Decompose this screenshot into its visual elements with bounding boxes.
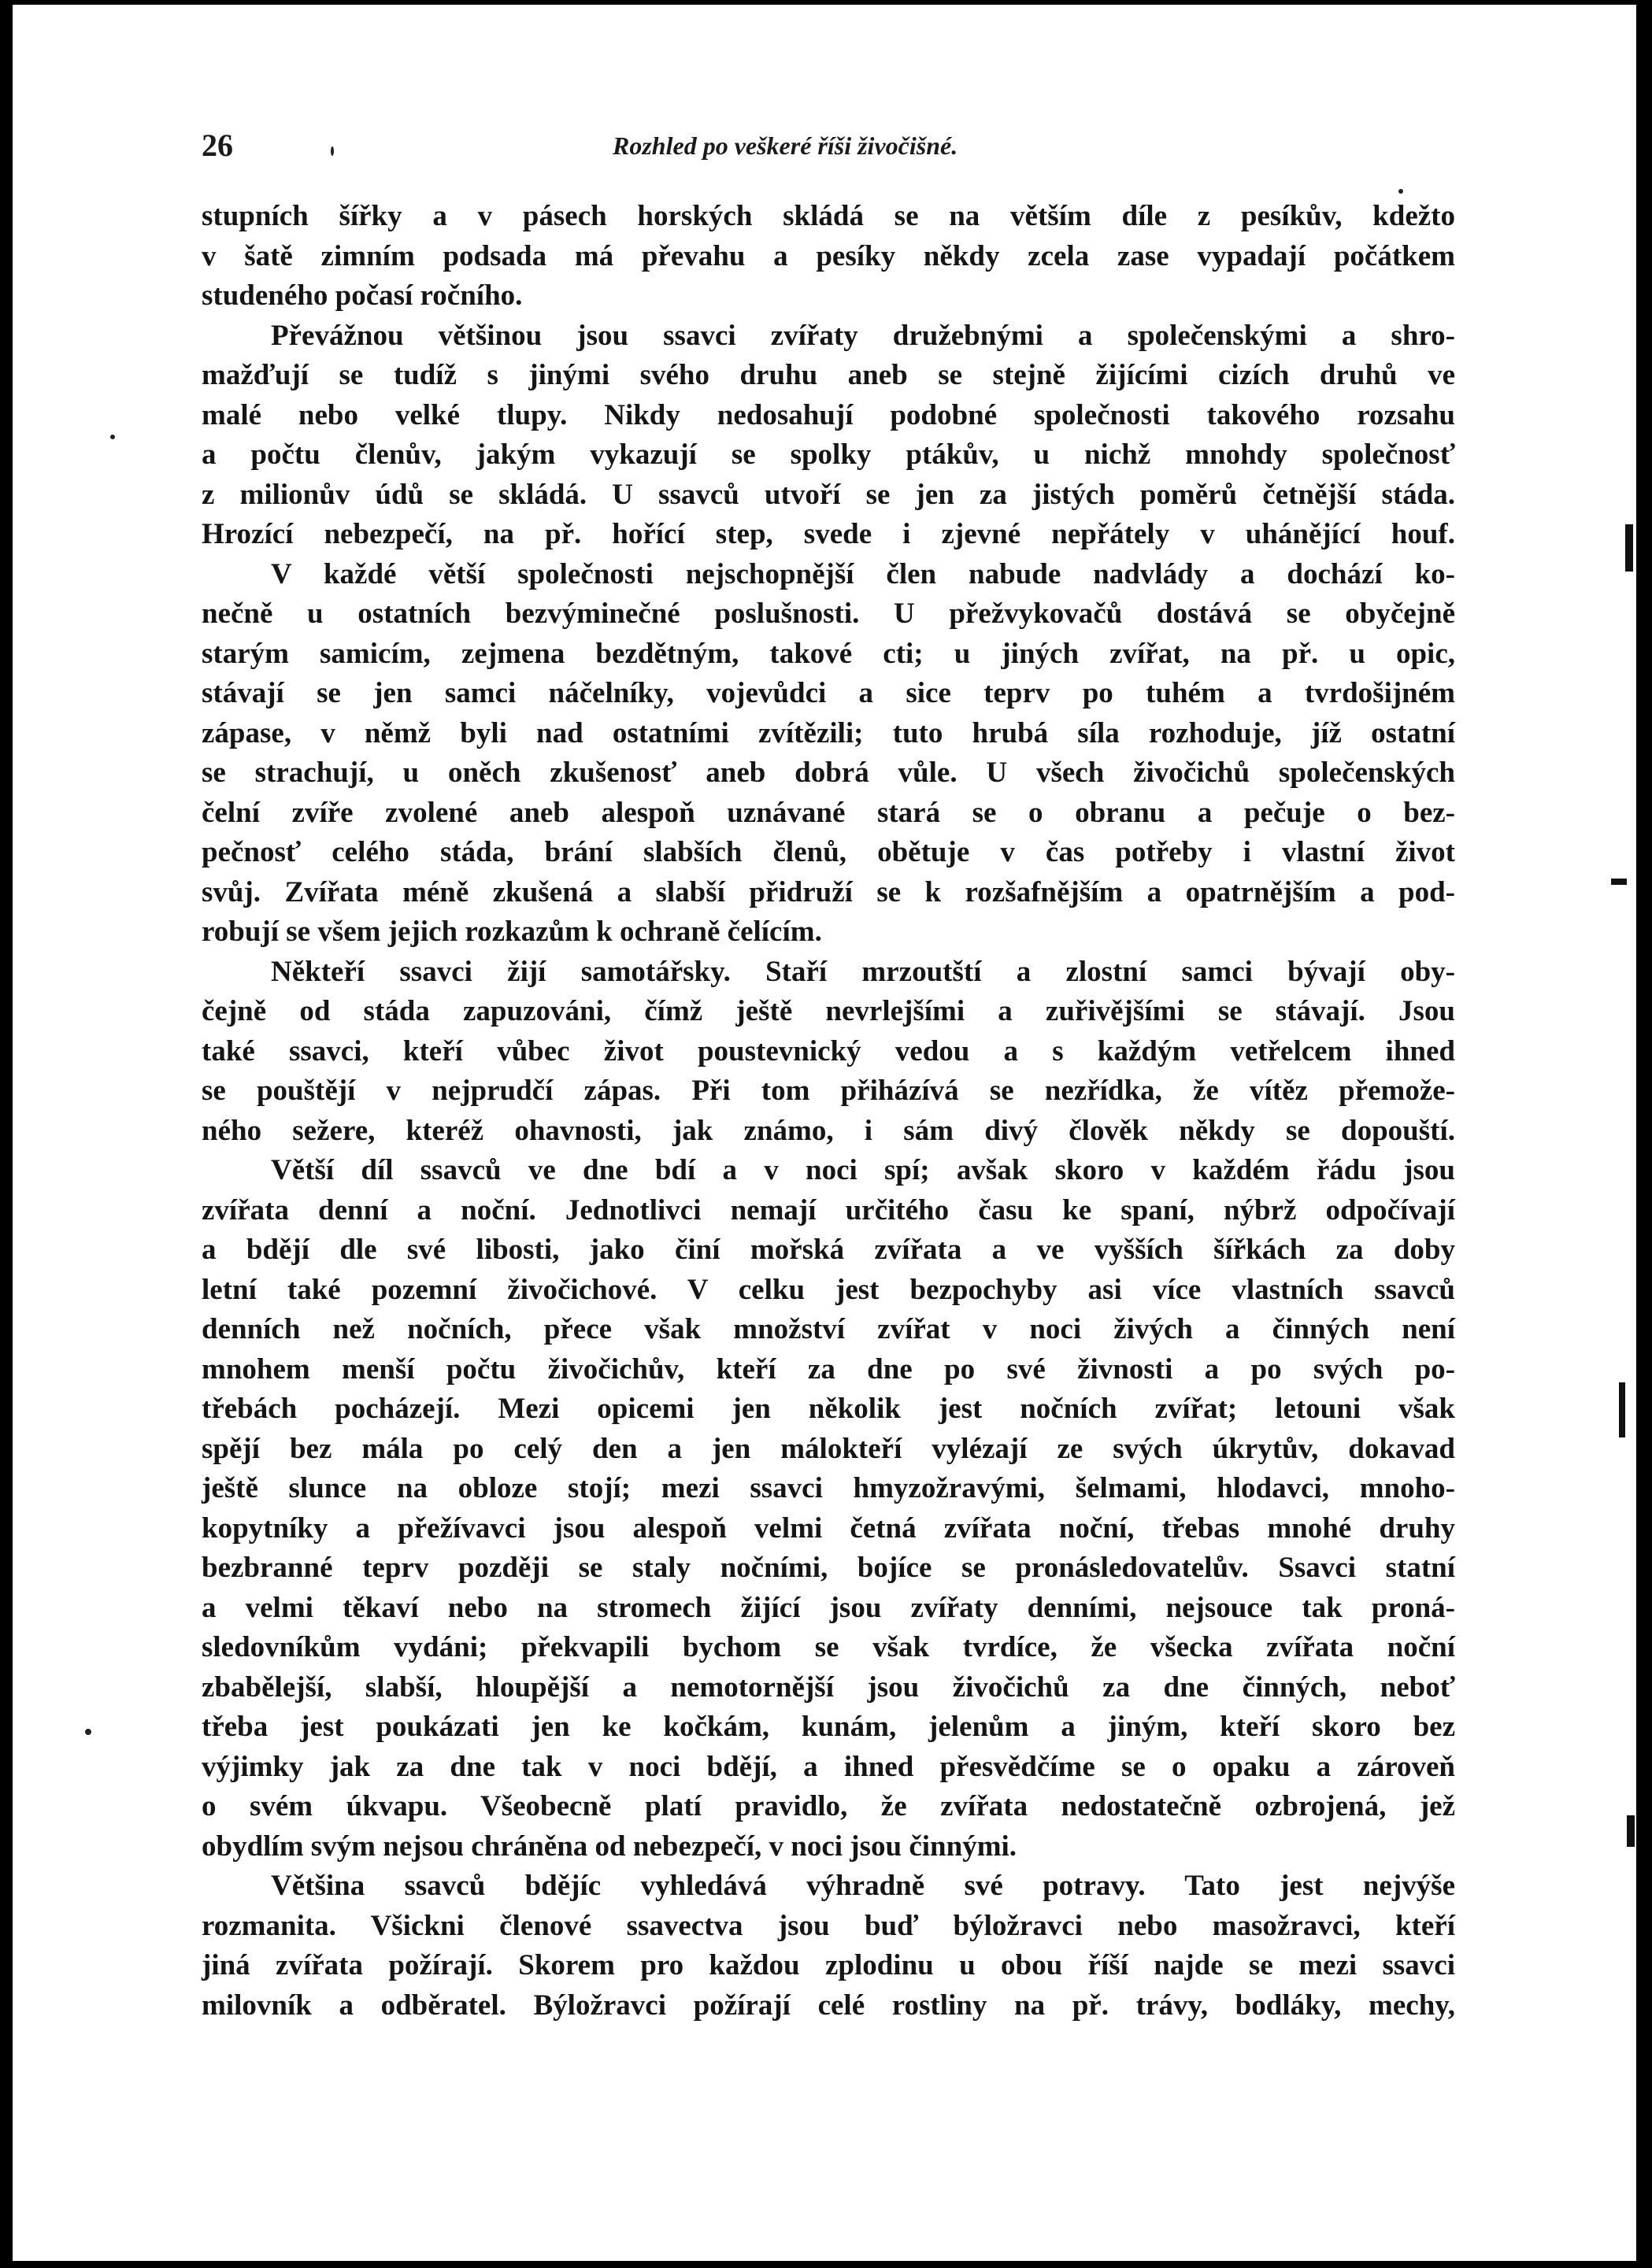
page-header	[13, 124, 1636, 172]
text-line: a bdějí dle své libosti, jako činí mořská zvířata a ve vyšších šířkách za doby	[202, 1234, 1455, 1266]
text-line: sledovníkům vydáni; překvapili bychom se však tvrdíce, že všecka zvířata noční	[202, 1631, 1455, 1663]
text-line: milovník a odběratel. Býložravci požírají celé rostliny na př. trávy, bodláky, mechy,	[202, 1989, 1455, 2022]
text-line: V každé větší společnosti nejschopnější člen nabude nadvlády a dochází ko-	[271, 557, 1455, 590]
text-line: o svém úkvapu. Všeobecně platí pravidlo, že zvířata nedostatečně ozbrojená, jež	[202, 1790, 1455, 1822]
text-line: malé nebo velké tlupy. Nikdy nedosahují podobné společnosti takového rozsahu	[202, 398, 1455, 431]
scan-speck	[85, 1729, 91, 1735]
text-line: pečnosť celého stáda, brání slabších členů, obětuje v čas potřeby i vlastní život	[202, 836, 1455, 868]
text-line: Hrozící nebezpečí, na př. hořící step, svede i zjevné nepřátely v uhánějící houf.	[202, 518, 1455, 550]
text-line: čejně od stáda zapuzováni, čímž ještě nevrlejšími a zuřivějšími se stávají. Jsou	[202, 995, 1455, 1027]
text-line: se pouštějí v nejprudčí zápas. Při tom přiházívá se nezřídka, že vítěz přemože-	[202, 1075, 1455, 1107]
text-line: třebách pocházejí. Mezi opicemi jen několik jest nočních zvířat; letouni však	[202, 1393, 1455, 1425]
scan-edge-mark	[1611, 879, 1627, 885]
scan-speck	[331, 146, 334, 156]
text-line: zvířata denní a noční. Jednotlivci nemají určitého času ke spaní, nýbrž odpočívají	[202, 1193, 1455, 1226]
text-line: a počtu členův, jakým vykazují se spolky ptákův, u nichž mnohdy společnosť	[202, 438, 1455, 471]
text-line: jiná zvířata požírají. Skorem pro každou zplodinu u obou říší najde se mezi ssavci	[202, 1949, 1455, 1981]
text-line: obydlím svým nejsou chráněna od nebezpečí, v noci jsou činnými.	[202, 1830, 1017, 1863]
text-line: a velmi těkaví nebo na stromech žijící jsou zvířaty denními, nejsouce tak proná-	[202, 1591, 1455, 1624]
scan-speck	[110, 435, 115, 439]
text-line: starým samicím, zejmena bezdětným, takové cti; u jiných zvířat, na př. u opic,	[202, 637, 1455, 670]
text-line: Větší díl ssavců ve dne bdí a v noci spí; avšak skoro v každém řádu jsou	[271, 1154, 1455, 1186]
text-line: Většina ssavců bdějíc vyhledává výhradně své potravy. Tato jest nejvýše	[271, 1870, 1455, 1902]
scan-speck	[1398, 189, 1403, 194]
text-line: rozmanita. Všickni členové ssavectva jsou buď býložravci nebo masožravci, kteří	[202, 1909, 1455, 1942]
text-line: se strachují, u oněch zkušenosť aneb dobrá vůle. U všech živočichů společenských	[202, 757, 1455, 789]
text-line: mnohem menší počtu živočichův, kteří za dne po své živnosti a po svých po-	[202, 1352, 1455, 1386]
text-line: v šatě zimním podsada má převahu a pesíky někdy zcela zase vypadají počátkem	[202, 239, 1455, 272]
text-line: Převážnou většinou jsou ssavci zvířaty družebnými a společenskými a shro-	[271, 319, 1455, 352]
text-line: svůj. Zvířata méně zkušená a slabší přidruží se k rozšafnějším a opatrnějším a pod-	[202, 875, 1455, 908]
text-line: výjimky jak za dne tak v noci bdějí, a ihned přesvědčíme se o opaku a zároveň	[202, 1750, 1455, 1783]
text-line: Někteří ssavci žijí samotářsky. Staří mrzoutští a zlostní samci bývají oby-	[271, 955, 1455, 988]
text-line: třeba jest poukázati jen ke kočkám, kunám, jelenům a jiným, kteří skoro bez	[202, 1711, 1455, 1743]
text-line: robují se všem jejich rozkazům k ochraně čelícím.	[202, 916, 822, 948]
text-line: zápase, v němž byli nad ostatními zvítězili; tuto hrubá síla rozhoduje, jíž ostatní	[202, 716, 1455, 749]
text-line: stávají se jen samci náčelníky, vojevůdci a sice teprv po tuhém a tvrdošijném	[202, 677, 1455, 709]
text-line: z milionův údů se skládá. U ssavců utvoří se jen za jistých poměrů četnější stáda.	[202, 478, 1455, 511]
book-page	[13, 5, 1636, 2261]
scan-edge-mark	[1627, 1815, 1635, 1847]
text-line: stupních šířky a v pásech horských skládá se na větším díle z pesíkův, kdežto	[202, 200, 1455, 232]
scan-edge-mark	[1625, 524, 1633, 572]
body-text	[202, 197, 1455, 2026]
text-line: bezbranné teprv později se staly nočními, bojíce se pronásledovatelův. Ssavci statní	[202, 1552, 1455, 1584]
text-line: letní také pozemní živočichové. V celku jest bezpochyby asi více vlastních ssavců	[202, 1273, 1455, 1306]
text-line: kopytníky a přežívavci jsou alespoň velmi četná zvířata noční, třebas mnohé druhy	[202, 1511, 1455, 1545]
page-number: 26	[202, 128, 233, 163]
running-title: Rozhled po veškeré říši živočišné.	[613, 131, 958, 160]
text-line: ného sežere, kteréž ohavnosti, jak známo, i sám divý člověk někdy se dopouští.	[202, 1114, 1455, 1147]
text-line: ještě slunce na obloze stojí; mezi ssavci hmyzožravými, šelmami, hlodavci, mnoho-	[202, 1472, 1455, 1504]
text-line: spějí bez mála po celý den a jen málokteří vylézají ze svých úkrytův, dokavad	[202, 1432, 1455, 1465]
text-line: denních než nočních, přece však množství zvířat v noci živých a činných není	[202, 1313, 1455, 1345]
text-line: také ssavci, kteří vůbec život poustevnický vedou a s každým vetřelcem ihned	[202, 1034, 1455, 1067]
text-line: zbabělejší, slabší, hloupější a nemotornější jsou živočichů za dne činných, neboť	[202, 1670, 1455, 1704]
scan-edge-mark	[1619, 1382, 1625, 1437]
text-line: mažďují se tudíž s jinými svého druhu aneb se stejně žijícími cizích druhů ve	[202, 359, 1455, 391]
text-line: čelní zvíře zvolené aneb alespoň uznávané stará se o obranu a pečuje o bez-	[202, 796, 1455, 829]
text-line: nečně u ostatních bezvýminečné poslušnosti. U přežvykovačů dostává se obyčejně	[202, 598, 1455, 630]
text-line: studeného počasí ročního.	[202, 279, 523, 312]
